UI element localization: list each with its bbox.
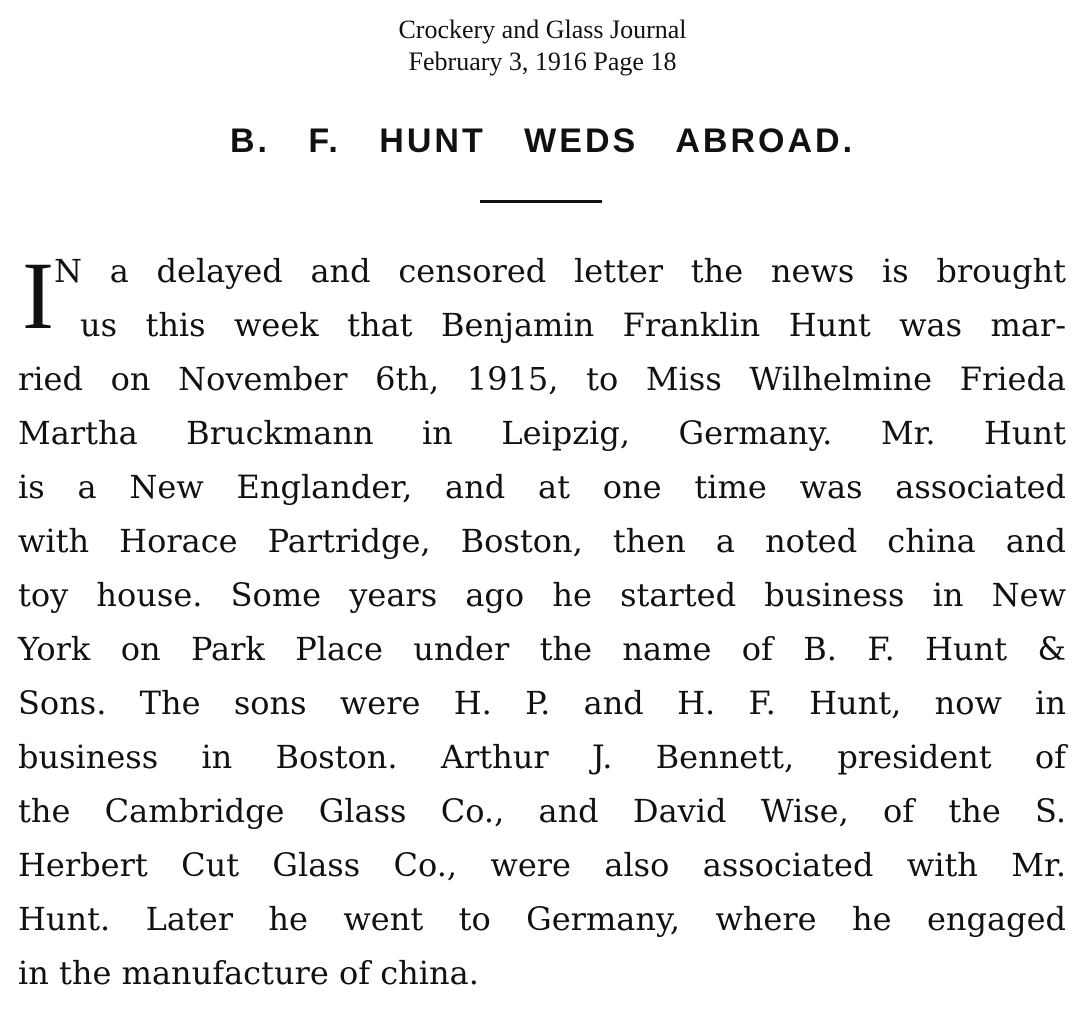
publication-header bbox=[0, 14, 1085, 78]
article-line: Sons. The sons were H. P. and H. F. Hunt, now in bbox=[18, 684, 1066, 722]
article-line: us this week that Benjamin Franklin Hunt was mar- bbox=[80, 306, 1066, 344]
article-line: business in Boston. Arthur J. Bennett, president of bbox=[18, 738, 1066, 776]
article-line: York on Park Place under the name of B. F. Hunt & bbox=[18, 630, 1066, 668]
article-line: is a New Englander, and at one time was associated bbox=[18, 468, 1066, 506]
publication-title: Crockery and Glass Journal bbox=[398, 15, 687, 44]
article-line: in the manufacture of china. bbox=[18, 954, 479, 992]
article-line: with Horace Partridge, Boston, then a noted china and bbox=[18, 522, 1066, 560]
article-line: N a delayed and censored letter the news is brought bbox=[54, 252, 1066, 290]
article-body bbox=[18, 244, 1066, 1000]
article-line: Herbert Cut Glass Co., were also associated with Mr. bbox=[18, 846, 1066, 884]
drop-cap: I bbox=[22, 242, 54, 349]
article-line: ried on November 6th, 1915, to Miss Wilhelmine Frieda bbox=[18, 360, 1066, 398]
article-line: Hunt. Later he went to Germany, where he engaged bbox=[18, 900, 1066, 938]
article-headline: B. F. HUNT WEDS ABROAD. bbox=[229, 122, 856, 160]
article-line: toy house. Some years ago he started business in New bbox=[18, 576, 1066, 614]
headline-divider bbox=[480, 200, 602, 203]
article-line: the Cambridge Glass Co., and David Wise, of the S. bbox=[18, 792, 1066, 830]
publication-date-page: February 3, 1916 Page 18 bbox=[408, 47, 677, 76]
article-line: Martha Bruckmann in Leipzig, Germany. Mr. Hunt bbox=[18, 414, 1066, 452]
